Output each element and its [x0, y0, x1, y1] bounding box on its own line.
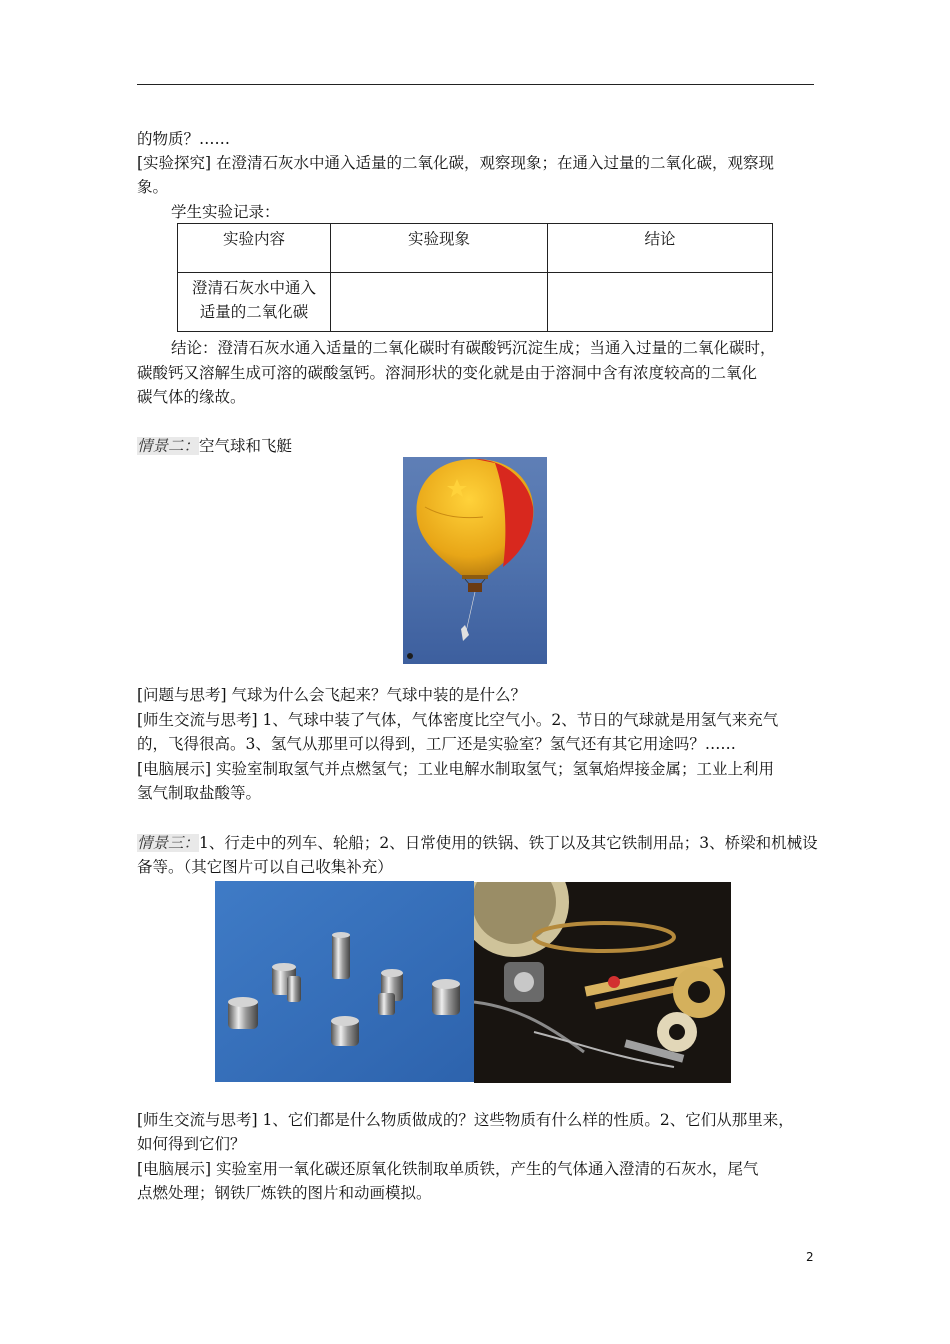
- scene3-heading: [137, 831, 817, 856]
- conclusion-text: 碳气体的缘故。: [137, 388, 246, 406]
- experiment-text: 在澄清石灰水中通入适量的二氧化碳，观察现象；在通入过量的二氧化碳，观察现: [216, 154, 775, 172]
- discussion-line: [师生交流与思考] 1、气球中装了气体，气体密度比空气小。2、节日的气球就是用氢气来充气: [137, 711, 779, 729]
- discussion-line: [师生交流与思考] 1、它们都是什么物质做成的？这些物质有什么样的性质。2、它们从那里来，: [137, 1111, 794, 1129]
- scene-text: 备等。（其它图片可以自己收集补充）: [137, 858, 393, 876]
- metal-products-image: [474, 882, 731, 1083]
- conclusion-text: 结论：澄清石灰水通入适量的二氧化碳时有碳酸钙沉淀生成；当通入过量的二氧化碳时，: [171, 339, 776, 357]
- experiment-record-table: [177, 223, 773, 332]
- experiment-label: [实验探究]: [137, 154, 212, 172]
- scene-label: 情景二：: [137, 437, 200, 455]
- discussion-line: 的，飞得很高。3、氢气从那里可以得到，工厂还是实验室？氢气还有其它用途吗？……: [137, 735, 736, 753]
- discussion-line: 如何得到它们？: [137, 1135, 246, 1153]
- table-header: 实验现象: [331, 224, 548, 273]
- cell-line: 适量的二氧化碳: [199, 303, 309, 321]
- page-number: 2: [806, 1250, 814, 1264]
- conclusion-text: 碳酸钙又溶解生成可溶的碳酸氢钙。溶洞形状的变化就是由于溶洞中含有浓度较高的二氧化: [137, 364, 758, 382]
- computer-display-line: [电脑展示] 实验室制取氢气并点燃氢气；工业电解水制取氢气；氢氧焰焊接金属；工业上利用: [137, 760, 775, 778]
- text-line: 的物质？……: [137, 130, 231, 148]
- table-header: 实验内容: [178, 224, 331, 273]
- metal-cylinders-image: [215, 881, 474, 1082]
- scene-text: 1、行走中的列车、轮船；2、日常使用的铁锅、铁丁以及其它铁制用品；3、桥梁和机械设: [199, 834, 818, 852]
- computer-display-line: [电脑展示] 实验室用一氧化碳还原氧化铁制取单质铁，产生的气体通入澄清的石灰水，尾气: [137, 1160, 759, 1178]
- table-header: 结论: [548, 224, 773, 273]
- computer-display-line: 点燃处理；钢铁厂炼铁的图片和动画模拟。: [137, 1184, 432, 1202]
- scene-title: 空气球和飞艇: [199, 437, 293, 455]
- computer-display-line: 氢气制取盐酸等。: [137, 784, 262, 802]
- table-cell: [548, 273, 773, 332]
- scene2-heading: [137, 434, 817, 459]
- question-line: [问题与思考] 气球为什么会飞起来？气球中装的是什么？: [137, 686, 527, 704]
- record-title: 学生实验记录：: [171, 203, 280, 221]
- experiment-paragraph: [137, 151, 817, 176]
- header-rule: [137, 84, 814, 85]
- text-line: 象。: [137, 178, 169, 196]
- cell-line: 澄清石灰水中通入: [191, 279, 316, 297]
- scene-label: 情景三：: [137, 834, 200, 852]
- table-cell: [331, 273, 548, 332]
- hot-air-balloon-image: [403, 457, 547, 664]
- table-cell: [178, 273, 331, 332]
